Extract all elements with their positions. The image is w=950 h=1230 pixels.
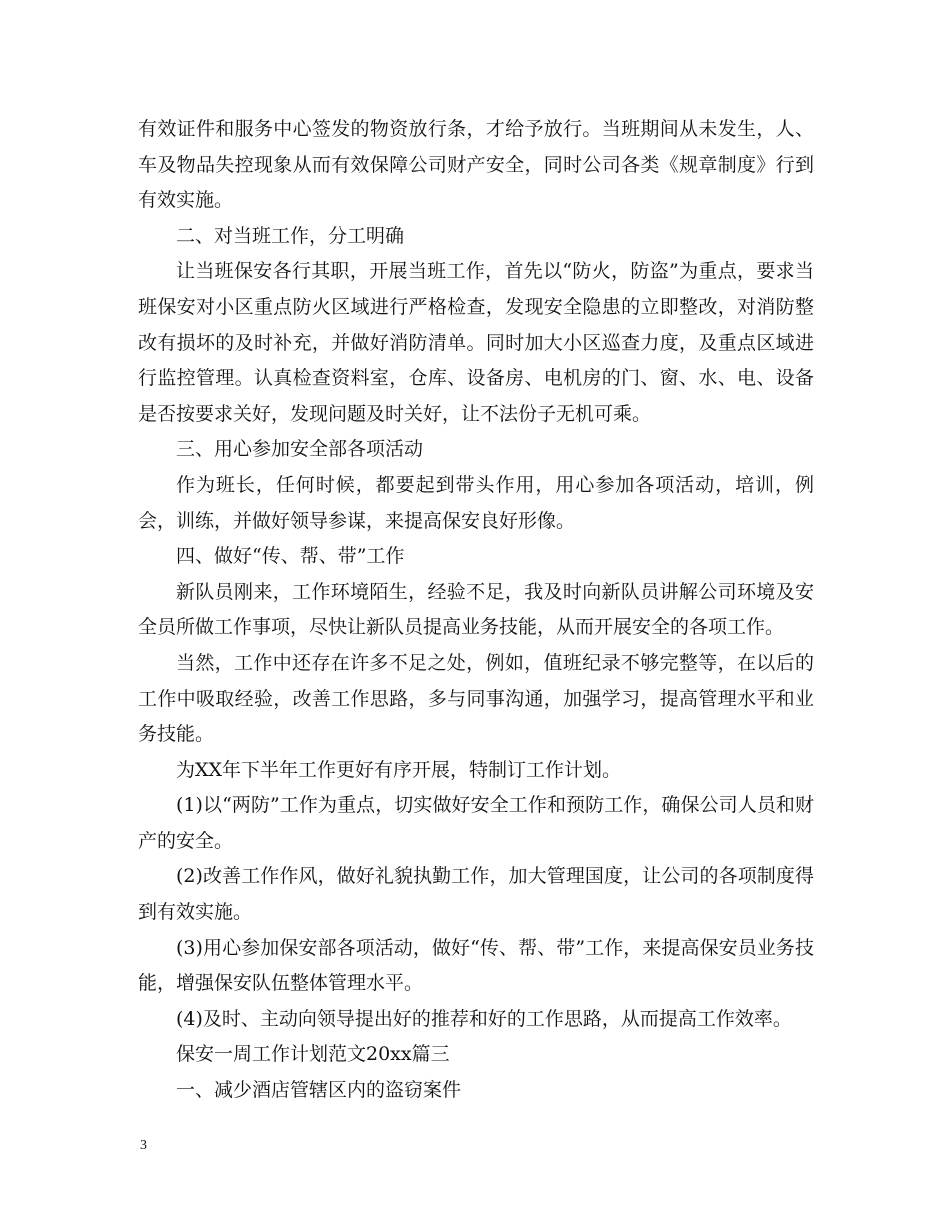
paragraph: 让当班保安各行其职，开展当班工作，首先以“防火，防盗”为重点，要求当班保安对小区重点防火区域进行严格检查，发现安全隐患的立即整改，对消防整改有损坏的及时补充，并做好消防清单。同时加大小区巡查力度，及重点区域进行监控管理。认真检查资料室，仓库、设备房、电机房的门、窗、水、电、设备是否按要求关好，发现问题及时关好，让不法份子无机可乘。 [138, 260, 814, 425]
paragraph: (4)及时、主动向领导提出好的推荐和好的工作思路，从而提高工作效率。 [176, 1007, 792, 1030]
paragraph: (1)以“两防”工作为重点，切实做好安全工作和预防工作，确保公司人员和财产的安全。 [138, 794, 814, 852]
paragraph: (3)用心参加保安部各项活动，做好“传、帮、带”工作，来提高保安员业务技能，增强保安队伍整体管理水平。 [138, 936, 814, 995]
paragraph: 新队员刚来，工作环境陌生，经验不足，我及时向新队员讲解公司环境及安全员所做工作事项，尽快让新队员提高业务技能，从而开展安全的各项工作。 [138, 580, 814, 639]
paragraph: 一、减少酒店管辖区内的盗窃案件 [176, 1079, 462, 1102]
paragraph: 有效证件和服务中心签发的物资放行条，才给予放行。当班期间从未发生，人、车及物品失控现象从而有效保障公司财产安全，同时公司各类《规章制度》行到有效实施。 [138, 118, 814, 212]
document-body [138, 112, 814, 1109]
paragraph: 二、对当班工作，分工明确 [176, 224, 405, 247]
paragraph: 作为班长，任何时候，都要起到带头作用，用心参加各项活动，培训，例会，训练，并做好领导参谋，来提高保安良好形像。 [138, 473, 814, 532]
paragraph: 为XX年下半年工作更好有序开展，特制订工作计划。 [176, 758, 622, 781]
paragraph: 保安一周工作计划范文20xx篇三 [176, 1043, 450, 1066]
paragraph: 当然，工作中还存在许多不足之处，例如，值班纪录不够完整等，在以后的工作中吸取经验，改善工作思路，多与同事沟通，加强学习，提高管理水平和业务技能。 [138, 651, 814, 746]
page-number: 3 [140, 1138, 147, 1153]
paragraph: (2)改善工作作风，做好礼貌执勤工作，加大管理国度，让公司的各项制度得到有效实施。 [138, 865, 814, 924]
paragraph: 三、用心参加安全部各项活动 [176, 438, 424, 461]
paragraph: 四、做好“传、帮、带”工作 [176, 545, 405, 568]
